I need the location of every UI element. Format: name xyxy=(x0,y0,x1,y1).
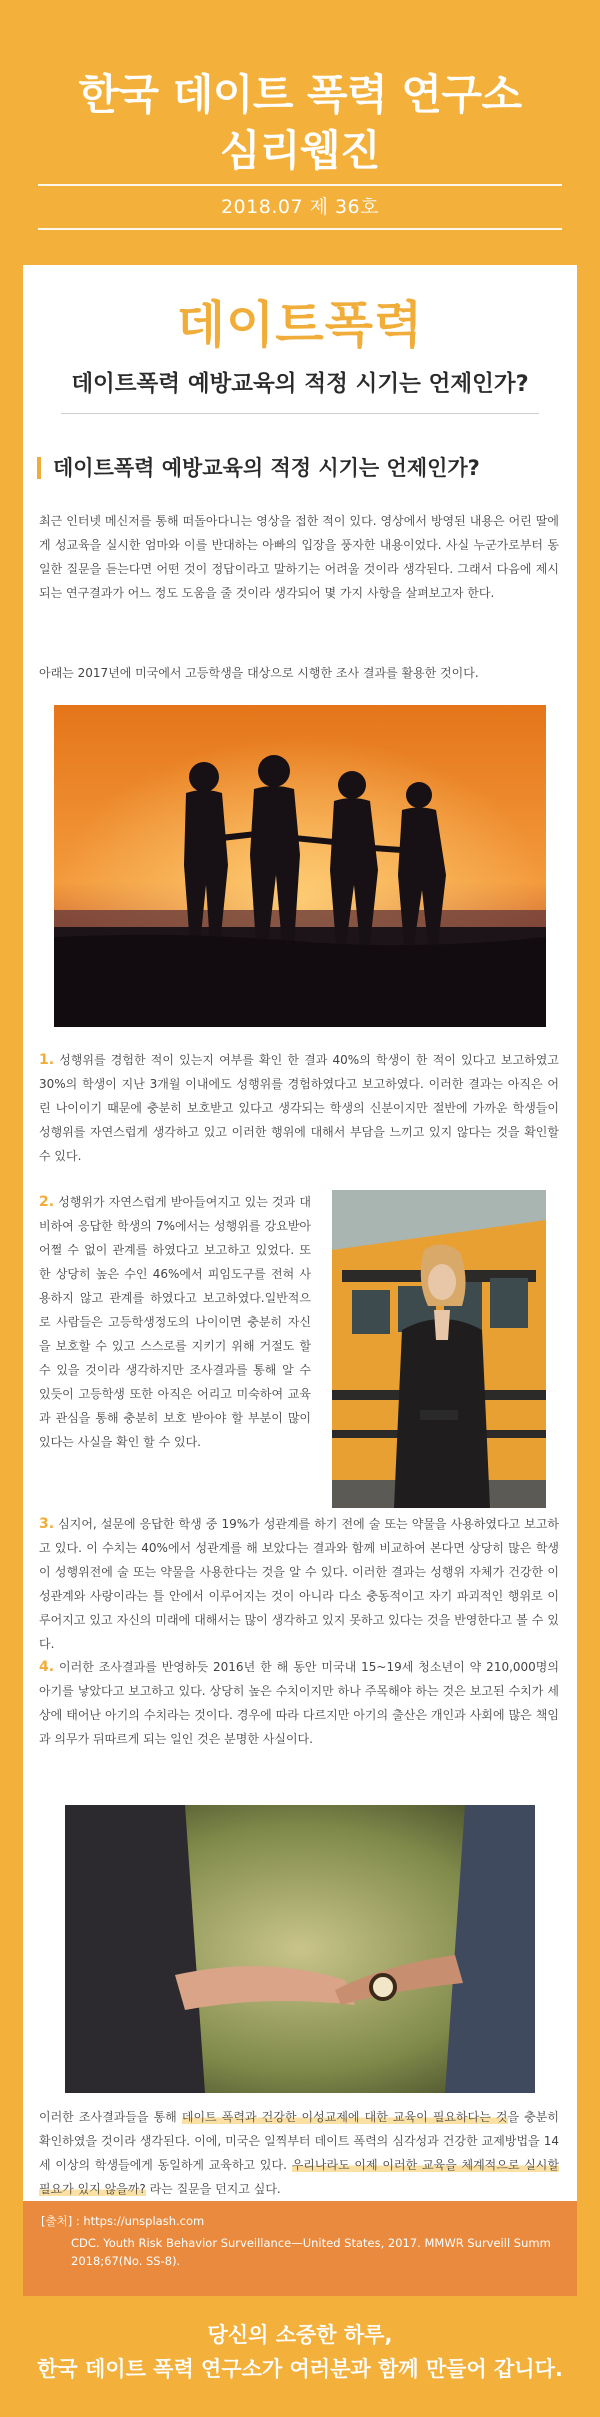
header-title-line1: 한국 데이트 폭력 연구소 xyxy=(78,70,522,119)
point-1-paragraph xyxy=(39,1048,559,1168)
section-heading xyxy=(37,453,557,483)
school-bus-photo xyxy=(332,1190,546,1508)
article-subtitle: 데이트폭력 예방교육의 적정 시기는 언제인가? xyxy=(71,371,529,397)
conclusion-highlight-1: 데이트 폭력과 건강한 이성교제에 대한 교육이 필요하다는 것 xyxy=(181,2110,508,2124)
point-2-paragraph xyxy=(39,1190,311,1454)
header-title-line2: 심리웹진 xyxy=(219,126,381,175)
main-title: 데이트폭력 xyxy=(176,296,424,354)
point-3-text: 심지어, 설문에 응답한 학생 중 19%가 성관계를 하기 전에 술 또는 약물을 사용하였다고 보고하고 있다. 이 수치는 40%에서 성관계를 해 보았다는 결과와 함께 비교하여 본다면 상당히 많은 학생이 성행위전에 술 또는 약물을 사용한다는 것을 알 수 있다. 이러한 결과는 성행위 자체가 건강한 이성관계와 사랑이라는 틀 안에서 이루어지는 것이 아니라 다소 충동적이고 자기 파괴적인 행위로 이루어지고 있고 자신의 미래에 대해서는 많이 생각하고 있지 못하고 있다는 것을 반영한다고 볼 수 있다. xyxy=(39,1517,559,1651)
conclusion-text-2: 을 충분히 확인하였을 것이라 생각된다. 이에, 미국은 일찍부터 데이트 폭력의 심각성과 건강한 교제방법을 14세 이상의 학생들에게 동일하게 교육하고 있다. xyxy=(39,2110,559,2172)
lead-paragraph: 아래는 2017년에 미국에서 고등학생을 대상으로 시행한 조사 결과를 활용한 것이다. xyxy=(39,666,479,680)
closing-line-1: 당신의 소중한 하루, xyxy=(207,2323,393,2347)
holding-hands-photo xyxy=(65,1805,535,2093)
source-line-1: [출처] : https://unsplash.com xyxy=(41,2214,205,2228)
point-2-text: 성행위가 자연스럽게 받아들여지고 있는 것과 대비하여 응답한 학생의 7%에서는 성행위를 강요받아 어쩔 수 없이 관계를 하였다고 보고하고 있었다. 또한 상당히 높은 수인 46%에서 피임도구를 전혀 사용하지 않고 관계를 하였다고 보고하였다.일반적으로 사람들은 고등학생정도의 나이이면 충분히 자신을 보호할 수 있고 스스로를 지키기 위해 거절도 할 수 있을 것이라 생각하지만 조사결과를 통해 알 수 있듯이 고등학생 또한 아직은 어리고 미숙하여 교육과 관심을 통해 충분히 보호 받아야 할 부분이 많이 있다는 사실을 확인 할 수 있다. xyxy=(39,1195,311,1449)
point-4-paragraph xyxy=(39,1655,559,1751)
source-line-2: CDC. Youth Risk Behavior Surveillance—United States, 2017. MMWR Surveill Summ 2018;67(No. SS-8). xyxy=(71,2236,551,2268)
conclusion-text-1: 이러한 조사결과들을 통해 xyxy=(39,2110,182,2124)
header-divider-bottom xyxy=(38,228,562,230)
point-4-text: 이러한 조사결과를 반영하듯 2016년 한 해 동안 미국내 15~19세 청소년이 약 210,000명의 아기를 낳았다고 보고하고 있다. 상당히 높은 수치이지만 하나 주목해야 하는 것은 보고된 수치가 세상에 태어난 아기의 수치라는 것이다. 경우에 따라 다르지만 아기의 출산은 개인과 사회에 많은 책임과 의무가 뒤따르게 되는 일인 것은 분명한 사실이다. xyxy=(39,1660,559,1746)
subtitle-divider xyxy=(61,413,539,414)
point-2-number: 2. xyxy=(39,1194,55,1210)
webzine-header xyxy=(0,0,600,265)
intro-paragraph: 최근 인터넷 메신저를 통해 떠돌아다니는 영상을 접한 적이 있다. 영상에서 방영된 내용은 어린 딸에게 성교육을 실시한 엄마와 이를 반대하는 아빠의 입장을 풍자한 내용이었다. 사실 누군가로부터 동일한 질문을 듣는다면 어떤 것이 정답이라고 말하기는 어려울 것이라 생각된다. 그래서 다음에 제시되는 연구결과가 어느 정도 도움을 줄 것이라 생각되어 몇 가지 사항을 살펴보고자 한다. xyxy=(39,514,559,600)
section-heading-text: 데이트폭력 예방교육의 적정 시기는 언제인가? xyxy=(53,456,480,480)
point-1-text: 성행위를 경험한 적이 있는지 여부를 확인 한 결과 40%의 학생이 한 적이 있다고 보고하였고 30%의 학생이 지난 3개월 이내에도 성행위를 경험하였다고 보고하였다. 이러한 결과는 아직은 어린 나이이기 때문에 충분히 보호받고 있다고 생각되는 학생의 신분이지만 절반에 가까운 학생들이 성행위를 자연스럽게 생각하고 있고 이러한 행위에 대해서 부담을 느끼고 있지 않다는 것을 확인할 수 있다. xyxy=(39,1053,559,1163)
point-1-number: 1. xyxy=(39,1052,55,1068)
heading-accent-bar xyxy=(37,457,41,479)
point-3-paragraph xyxy=(39,1512,559,1656)
issue-number: 2018.07 제 36호 xyxy=(220,196,380,218)
point-4-number: 4. xyxy=(39,1659,55,1675)
closing-line-2: 한국 데이트 폭력 연구소가 여러분과 함께 만들어 갑니다. xyxy=(37,2357,563,2381)
conclusion-text-3: 라는 질문을 던지고 싶다. xyxy=(145,2182,281,2196)
source-citation-band xyxy=(23,2201,577,2296)
sunset-silhouettes-photo xyxy=(54,705,546,1027)
conclusion-paragraph xyxy=(39,2105,559,2201)
article-card xyxy=(23,265,577,2201)
header-divider-top xyxy=(38,184,562,186)
point-3-number: 3. xyxy=(39,1516,55,1532)
conclusion-highlight-2: 우리나라도 이제 이러한 교육을 체계적으로 실시할 필요가 있지 않을까? xyxy=(39,2158,559,2196)
